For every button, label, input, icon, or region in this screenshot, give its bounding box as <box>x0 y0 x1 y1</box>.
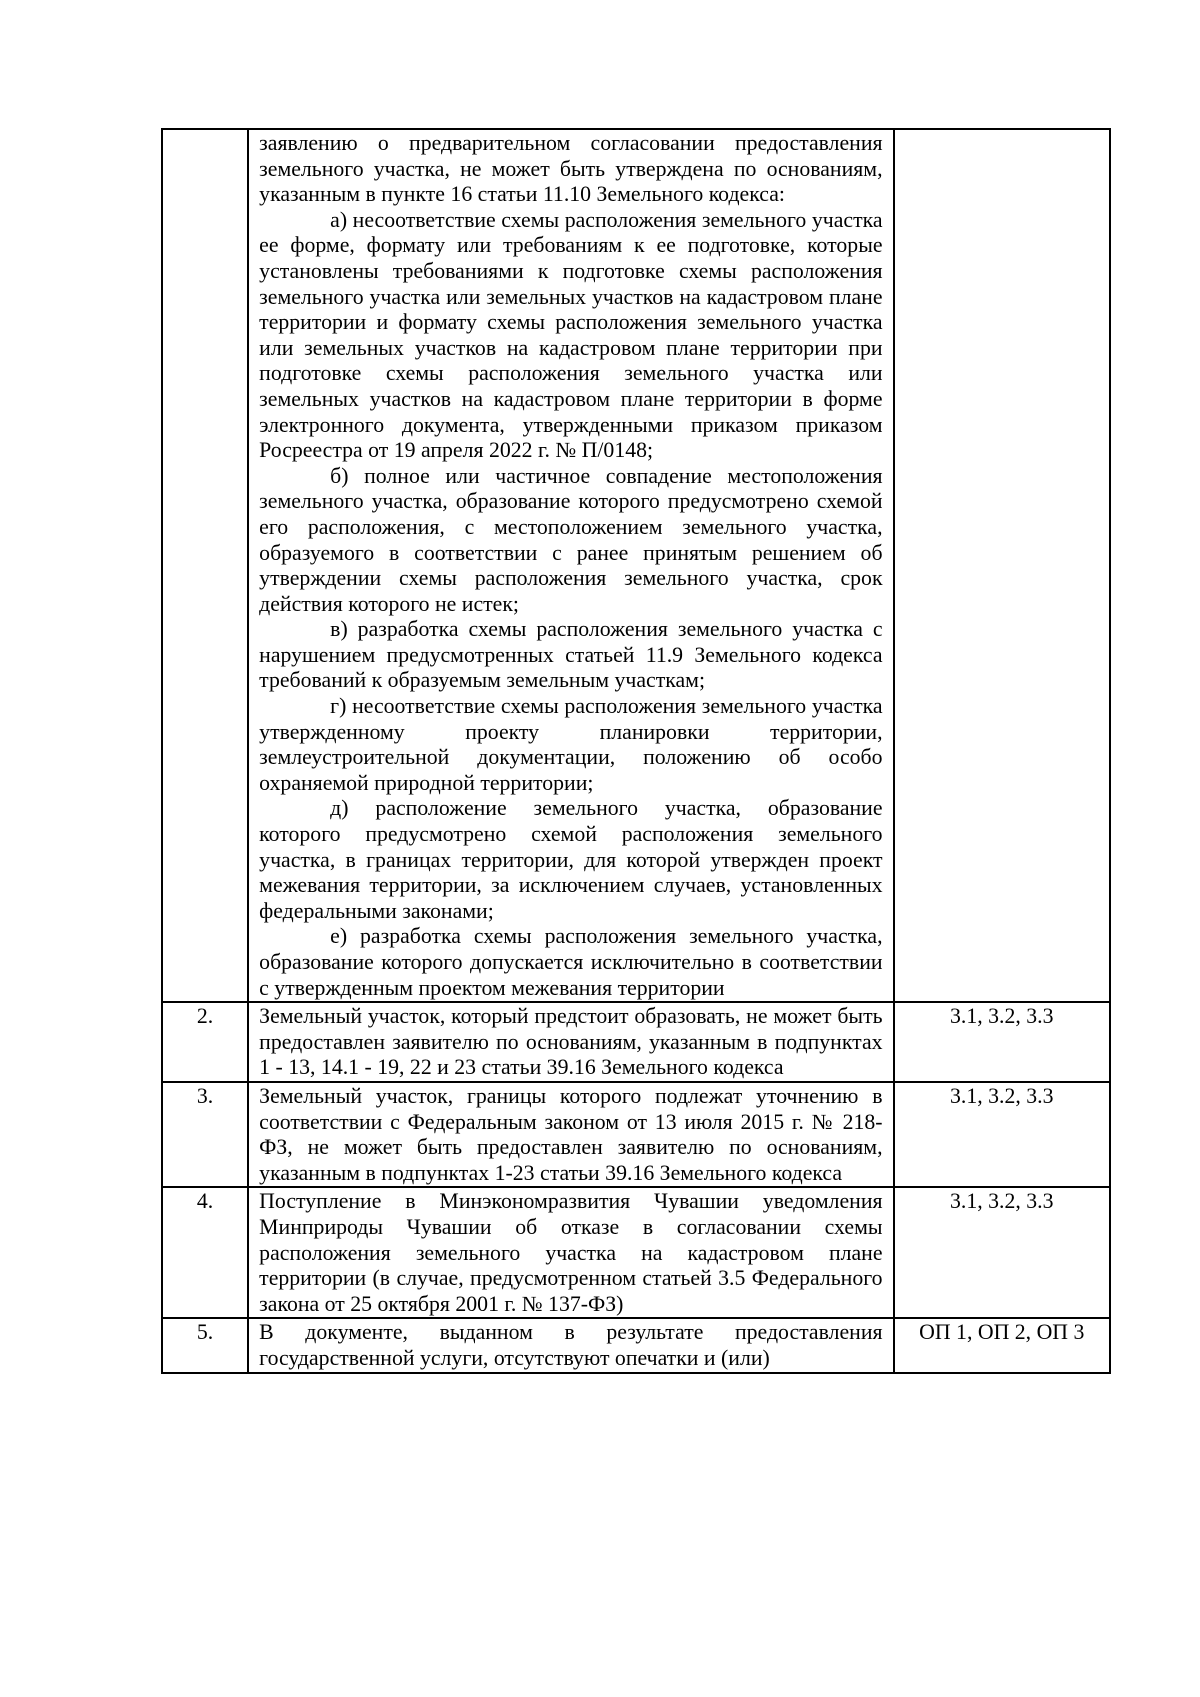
row-description-cell <box>248 1318 893 1372</box>
grounds-table <box>161 128 1111 1374</box>
row-number <box>163 130 247 131</box>
row-reference: ОП 1, ОП 2, ОП 3 <box>919 1320 1085 1345</box>
paragraph-item-e: е) разработка схемы расположения земельного участка, образование которого допускается исключительно в соответствии с утвержденным проектом межевания территории <box>259 924 883 1000</box>
row-reference-cell <box>894 1002 1110 1082</box>
row-reference-cell <box>894 1187 1110 1318</box>
row-number: 2. <box>196 1004 214 1029</box>
table-row <box>162 1002 1110 1082</box>
paragraph: Поступление в Минэкономразвития Чувашии уведомления Минприроды Чувашии об отказе в согласовании схемы расположения земельного участка на кадастровом плане территории (в случае, предусмотренном статьей 3.5 Федерального закона от 25 октября 2001 г. № 137-ФЗ) <box>259 1189 883 1316</box>
row-number-cell <box>162 1187 248 1318</box>
row-reference: 3.1, 3.2, 3.3 <box>949 1189 1054 1214</box>
row-reference: 3.1, 3.2, 3.3 <box>949 1083 1054 1108</box>
table-row <box>162 1187 1110 1318</box>
row-number: 4. <box>196 1189 214 1214</box>
row-reference-cell <box>894 129 1110 1002</box>
paragraph: Земельный участок, границы которого подлежат уточнению в соответствии с Федеральным законом от 13 июля 2015 г. № 218-ФЗ, не может быть предоставлен заявителю по основаниям, указанным в подпунктах 1-23 статьи 39.16 Земельного кодекса <box>259 1083 883 1185</box>
row-reference-cell <box>894 1318 1110 1372</box>
paragraph: В документе, выданном в результате предоставления государственной услуги, отсутствуют опечатки и (или) <box>259 1320 883 1370</box>
row-reference: 3.1, 3.2, 3.3 <box>949 1004 1054 1029</box>
row-number-cell <box>162 1318 248 1372</box>
paragraph-item-d: д) расположение земельного участка, образование которого предусмотрено схемой расположения земельного участка, в границах территории, для которой утвержден проект межевания территории, за исключением случаев, установленных федеральными законами; <box>259 796 883 923</box>
paragraph: Земельный участок, который предстоит образовать, не может быть предоставлен заявителю по основаниям, указанным в подпунктах 1 - 13, 14.1 - 19, 22 и 23 статьи 39.16 Земельного кодекса <box>259 1004 883 1080</box>
row-number-cell <box>162 1002 248 1082</box>
row-number: 3. <box>196 1083 214 1108</box>
table-row <box>162 1082 1110 1187</box>
paragraph-item-g: г) несоответствие схемы расположения земельного участка утвержденному проекту планировки территории, землеустроительной документации, положению об особо охраняемой природной территории; <box>259 694 883 795</box>
row-reference <box>895 130 1109 131</box>
row-description-cell <box>248 129 893 1002</box>
paragraph-item-b: б) полное или частичное совпадение местоположения земельного участка, образование которого предусмотрено схемой его расположения, с местоположением земельного участка, образуемого в соответствии с ранее принятым решением об утверждении схемы расположения земельного участка, срок действия которого не истек; <box>259 463 883 616</box>
paragraph-item-v: в) разработка схемы расположения земельного участка с нарушением предусмотренных статьей 11.9 Земельного кодекса требований к образуемым земельным участкам; <box>259 617 883 693</box>
table-row <box>162 1318 1110 1372</box>
row-description-cell <box>248 1082 893 1187</box>
table-row <box>162 129 1110 1002</box>
paragraph: заявлению о предварительном согласовании предоставления земельного участка, не может быть утверждена по основаниям, указанным в пункте 16 статьи 11.10 Земельного кодекса: <box>259 131 883 207</box>
row-description-cell <box>248 1187 893 1318</box>
row-number-cell <box>162 129 248 1002</box>
row-reference-cell <box>894 1082 1110 1187</box>
paragraph-item-a: а) несоответствие схемы расположения земельного участка ее форме, формату или требованиям к ее подготовке, которые установлены требованиями к подготовке схемы расположения земельного участка или земельных участков на кадастровом плане территории и формату схемы расположения земельного участка или земельных участков на кадастровом плане территории при подготовке схемы расположения земельного участка или земельных участков на кадастровом плане территории в форме электронного документа, утвержденными приказом приказом Росреестра от 19 апреля 2022 г. № П/0148; <box>259 207 883 463</box>
row-number-cell <box>162 1082 248 1187</box>
row-number: 5. <box>196 1320 214 1345</box>
row-description-cell <box>248 1002 893 1082</box>
